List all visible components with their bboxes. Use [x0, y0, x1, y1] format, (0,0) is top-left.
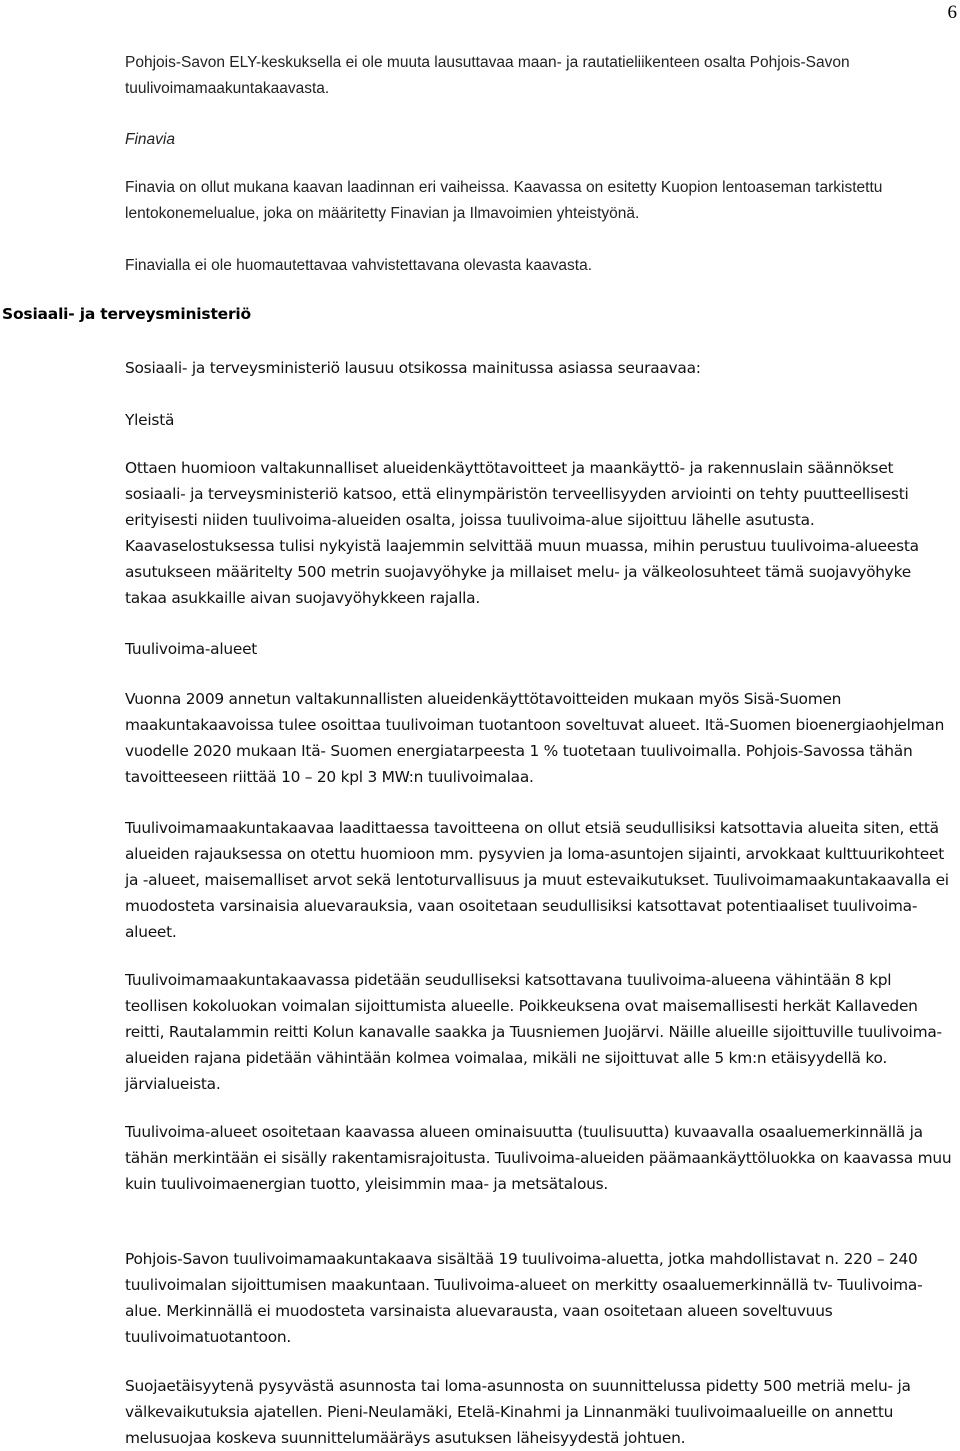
paragraph-tavoitteena: Tuulivoimamaakuntakaavaa laadittaessa tavoitteena on ollut etsiä seudullisiksi katsottavia alueita siten, että alueiden rajauksessa on otettu huomioon mm. pysyvien ja loma-asuntojen sijainti, arvokkaat kulttuurikohteet ja -alueet, maisemalliset arvot sekä lentoturvallisuus ja muut estevaikutukset. Tuulivoimamaakuntakaavalla ei muodosteta varsinaisia aluevarauksia, vaan osoitetaan seudullisiksi katsottavat potentiaaliset tuulivoima-alueet. — [125, 819, 949, 941]
paragraph-19-aluetta: Pohjois-Savon tuulivoimamaakuntakaava sisältää 19 tuulivoima-aluetta, jotka mahdollistavat n. 220 – 240 tuulivoimalan sijoittumisen maakuntaan. Tuulivoima-alueet on merkitty osaaluemerkinnällä tv- Tuulivoima-alue. Merkinnällä ei muodosteta varsinaista aluevarausta, vaan osoitetaan alueen soveltuvuus tuulivoimatuotantoon. — [125, 1250, 923, 1346]
finavia-statement: Finavialla ei ole huomautettavaa vahvistettavana olevasta kaavasta. — [125, 257, 593, 274]
stm-intro: Sosiaali- ja terveysministeriö lausuu otsikossa mainitussa asiassa seuraavaa: — [125, 359, 701, 377]
section-heading-stm: Sosiaali- ja terveysministeriö — [2, 305, 251, 323]
subheading-tuulivoima-alueet: Tuulivoima-alueet — [125, 640, 258, 658]
paragraph-yleista: Ottaen huomioon valtakunnalliset alueidenkäyttötavoitteet ja maankäyttö- ja rakennuslain säännökset sosiaali- ja terveysministeriö katsoo, että elinympäristön terveellisyyden arviointi on tehty puutteellisesti erityisesti niiden tuulivoima-alueiden osalta, joissa tuulivoima-alue sijoittuu lähelle asutusta. Kaavaselostuksessa tulisi nykyistä laajemmin selvittää muun muassa, mihin perustuu tuulivoima-alueesta asutukseen määritelty 500 metrin suojavyöhyke ja millaiset melu- ja välkeolosuhteet tämä suojavyöhyke takaa asukkaille aivan suojavyöhykkeen rajalla. — [125, 459, 919, 607]
page-number: 6 — [947, 2, 957, 23]
finavia-paragraph: Finavia on ollut mukana kaavan laadinnan eri vaiheissa. Kaavassa on esitetty Kuopion lentoaseman tarkistettu lentokonemelualue, joka on määritetty Finavian ja Ilmavoimien yhteistyönä. — [125, 179, 883, 222]
paragraph-seudulliseksi: Tuulivoimamaakuntakaavassa pidetään seudulliseksi katsottavana tuulivoima-alueena vähintään 8 kpl teollisen kokoluokan voimalan sijoittumista alueelle. Poikkeuksena ovat maisemallisesti herkät Kallaveden reitti, Rautalammin reitti Kolun kanavalle saakka ja Tuusniemen Juojärvi. Näille alueille sijoittuville tuulivoima-alueiden rajana pidetään vähintään kolmea voimalaa, mikäli ne sijoittuvat alle 5 km:n etäisyydellä ko. järvialueista. — [125, 971, 942, 1093]
paragraph-osa-aluemerkinta: Tuulivoima-alueet osoitetaan kaavassa alueen ominaisuutta (tuulisuutta) kuvaavalla osaaluemerkinnällä ja tähän merkintään ei sisälly rakentamisrajoitusta. Tuulivoima-alueiden päämaankäyttöluokka on kaavassa muu kuin tuulivoimaenergian tuotto, yleisimmin maa- ja metsätalous. — [125, 1123, 952, 1193]
ely-paragraph: Pohjois-Savon ELY-keskuksella ei ole muuta lausuttavaa maan- ja rautatieliikenteen osalta Pohjois-Savon tuulivoimamaakuntakaavasta. — [125, 54, 850, 97]
subheading-yleista: Yleistä — [125, 411, 175, 429]
finavia-heading: Finavia — [125, 131, 175, 148]
paragraph-suojaetaisyys: Suojaetäisyytenä pysyvästä asunnosta tai loma-asunnosta on suunnittelussa pidetty 500 metriä melu- ja välkevaikutuksia ajatellen. Pieni-Neulamäki, Etelä-Kinahmi ja Linnanmäki tuulivoimaalueille on annettu melusuojaa koskeva suunnittelumääräys asutuksen läheisyydestä johtuen. — [125, 1377, 911, 1447]
paragraph-2009: Vuonna 2009 annetun valtakunnallisten alueidenkäyttötavoitteiden mukaan myös Sisä-Suomen maakuntakaavoissa tulee osoittaa tuulivoiman tuotantoon soveltuvat alueet. Itä-Suomen bioenergiaohjelman vuodelle 2020 mukaan Itä- Suomen energiatarpeesta 1 % tuotetaan tuulivoimalla. Pohjois-Savossa tähän tavoitteeseen riittää 10 – 20 kpl 3 MW:n tuulivoimalaa. — [125, 690, 945, 786]
